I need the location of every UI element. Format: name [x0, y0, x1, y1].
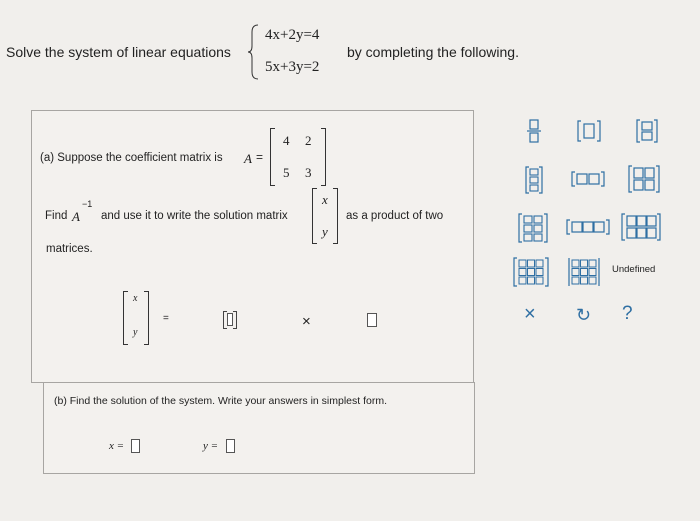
help-icon[interactable]: ? — [622, 303, 633, 324]
statement-suffix: by completing the following. — [347, 44, 519, 60]
vector-left-bracket — [123, 291, 128, 345]
close-icon[interactable]: × — [524, 303, 536, 325]
x-answer-input[interactable] — [131, 439, 140, 453]
coefficient-matrix — [270, 128, 326, 186]
part-a-panel — [31, 110, 474, 382]
left-brace — [247, 24, 259, 80]
x-label: x = — [109, 440, 125, 452]
statement-prefix: Solve the system of linear equations — [6, 44, 231, 60]
matrix-1x2-row-template-icon[interactable] — [570, 168, 606, 190]
matrix-3x1-template-icon[interactable] — [523, 166, 545, 194]
inverse-exponent: −1 — [82, 199, 93, 209]
part-a-prompt: (a) Suppose the coefficient matrix is — [40, 152, 223, 164]
times-sign: × — [302, 313, 311, 330]
lhs-vector — [123, 291, 149, 345]
matrix-cell: 3 — [305, 165, 312, 180]
fraction-template-icon[interactable] — [523, 118, 545, 144]
solution-matrix-text: and use it to write the solution matrix — [101, 210, 288, 222]
vector-x: x — [322, 192, 328, 207]
vector-left-bracket — [312, 188, 317, 244]
solution-vector — [312, 188, 338, 244]
vector-x: x — [133, 293, 138, 304]
matrix-1x3-row-template-icon[interactable] — [565, 216, 611, 238]
vector-right-bracket — [144, 291, 149, 345]
equals-sign: = — [163, 313, 169, 324]
y-label: y = — [203, 440, 219, 452]
equals-sign: = — [256, 150, 264, 164]
determinant-3x3-template-icon[interactable] — [566, 256, 602, 288]
matrix-2x3-template-icon[interactable] — [620, 212, 662, 242]
matrix-right-bracket — [321, 128, 326, 186]
find-label: Find — [45, 210, 68, 222]
vector-y: y — [322, 224, 328, 239]
matrix-cell: 4 — [283, 133, 290, 148]
matrix-3x2-template-icon[interactable] — [516, 212, 550, 244]
undefined-button[interactable]: Undefined — [612, 264, 656, 275]
equation-2: 5x+3y=2 — [265, 59, 320, 75]
vector-right-bracket — [333, 188, 338, 244]
vector-y: y — [133, 327, 138, 338]
undo-icon[interactable]: ↻ — [576, 305, 592, 325]
inverse-A: A — [72, 209, 80, 224]
matrix-1x2-template-icon[interactable] — [634, 118, 660, 144]
matrix-left-bracket — [270, 128, 275, 186]
matrix-2x2-template-icon[interactable] — [627, 164, 661, 194]
part-b-prompt: (b) Find the solution of the system. Write your answers in simplest form. — [54, 395, 388, 407]
matrix-cell: 5 — [283, 165, 290, 180]
abs-value-template-icon[interactable] — [575, 118, 603, 144]
matrix-var-A: A — [244, 151, 252, 166]
matrix-cell: 2 — [305, 133, 312, 148]
matrix-answer-box-2[interactable] — [367, 313, 377, 327]
product-text: as a product of two — [346, 210, 444, 222]
equation-1: 4x+2y=4 — [265, 27, 320, 43]
matrices-text: matrices. — [46, 243, 93, 255]
matrix-3x3-template-icon[interactable] — [512, 256, 550, 288]
y-answer-input[interactable] — [226, 439, 235, 453]
matrix-answer-box[interactable] — [223, 311, 237, 329]
